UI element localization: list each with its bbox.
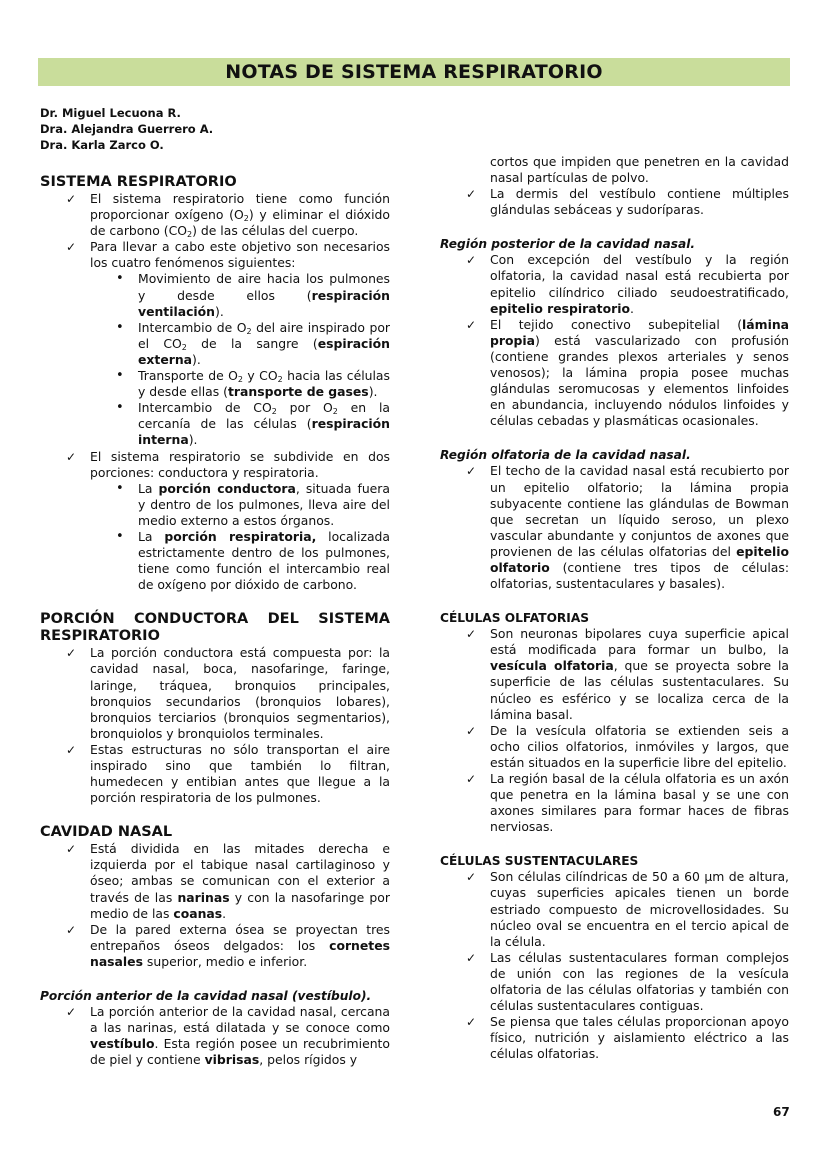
list-item: ✓ La porción anterior de la cavidad nasal, cercana a las narinas, está dilatada y se conoce como vestíbulo. Esta región posee un recubrimiento de piel y contiene vibrisas, pelos rígidos y xyxy=(90,1004,390,1068)
list-item: ✓ El tejido conectivo subepitelial (lámina propia) está vascularizado con profusión (contiene grandes plexos arteriales y senos venosos); la lámina propia posee muchas glándulas seromucosas y elementos linfoides en abundancia, incluyendo nódulos linfoides y células cebadas y plasmáticas ocasionales. xyxy=(490,317,789,430)
section-heading-celulas-olfatorias: CÉLULAS OLFATORIAS xyxy=(440,611,590,626)
list-item: ✓ Son células cilíndricas de 50 a 60 µm de altura, cuyas superficies apicales tienen un borde estriado compuesto de microvellosidades. Su núcleo oval se encuentra en el tercio apical de la célula. xyxy=(490,869,789,949)
phenomena-list xyxy=(90,271,390,448)
list-item: ✓ De la vesícula olfatoria se extienden seis a ocho cilios olfatorios, inmóviles y largos, que están situados en la superficie libre del epitelio. xyxy=(490,723,789,771)
posterior-list xyxy=(440,252,789,429)
author-3: Dra. Karla Zarco O. xyxy=(40,138,164,152)
olfatoria-list xyxy=(440,463,789,592)
section-heading-sistema: SISTEMA RESPIRATORIO xyxy=(40,174,237,190)
list-item: • La porción conductora, situada fuera y dentro de los pulmones, lleva aire del medio externo a estos órganos. xyxy=(138,481,390,529)
list-item: • Intercambio de $O_2$ del aire inspirado por el $CO_2$ de la sangre (espiración externa). xyxy=(138,320,390,368)
subheading-olfatoria: Región olfatoria de la cavidad nasal. xyxy=(440,448,691,463)
title-bar xyxy=(38,58,790,86)
continued-text: cortos que impiden que penetren en la cavidad nasal partículas de polvo. xyxy=(490,154,789,186)
list-item: ✓ La dermis del vestíbulo contiene múltiples glándulas sebáceas y sudoríparas. xyxy=(490,186,789,218)
list-item: • Transporte de $O_2$ y $CO_2$ hacia las células y desde ellas (transporte de gases). xyxy=(138,368,390,400)
author-1: Dr. Miguel Lecuona R. xyxy=(40,106,181,120)
list-item: ✓ El techo de la cavidad nasal está recubierto por un epitelio olfatorio; la lámina propia subyacente contiene las glándulas de Bowman que secretan un líquido seroso, un plexo vascular abundante y conjuntos de axones que provienen de las células olfatorias del epitelio olfatorio (contiene tres tipos de células: olfatorias, sustentaculares y basales). xyxy=(490,463,789,592)
list-item: ✓ Se piensa que tales células proporcionan apoyo físico, nutrición y aislamiento eléctrico a las células olfatorias. xyxy=(490,1014,789,1062)
list-item: ✓ Está dividida en las mitades derecha e izquierda por el tabique nasal cartilaginoso y óseo; ambas se comunican con el exterior a través de las narinas y con la nasofaringe por medio de las coanas. xyxy=(90,841,390,921)
sistema-list xyxy=(40,191,390,593)
porcion-list xyxy=(40,645,390,806)
right-column xyxy=(440,154,789,1063)
celulas-sustentaculares-list xyxy=(440,869,789,1062)
anterior-list-cont xyxy=(440,186,789,218)
list-item: • La porción respiratoria, localizada estrictamente dentro de los pulmones, tiene como función el intercambio real de oxígeno por dióxido de carbono. xyxy=(138,529,390,593)
section-heading-cavidad: CAVIDAD NASAL xyxy=(40,824,173,841)
subheading-anterior: Porción anterior de la cavidad nasal (vestíbulo). xyxy=(40,989,372,1004)
author-2: Dra. Alejandra Guerrero A. xyxy=(40,122,214,136)
list-item: ✓ Las células sustentaculares forman complejos de unión con las regiones de la vesícula olfatoria de las células olfatorias y también con células sustentaculares contiguas. xyxy=(490,950,789,1014)
section-heading-celulas-sustentaculares: CÉLULAS SUSTENTACULARES xyxy=(440,854,639,869)
cavidad-list xyxy=(40,841,390,970)
left-column xyxy=(40,174,390,1068)
list-item: ✓ Para llevar a cabo este objetivo son necesarios los cuatro fenómenos siguientes: • Movimiento de aire hacia los pulmones y desde ellos (respiración ventilación). • Intercambio de $O_2$ del aire inspirado por el $CO_2$ de la sangre (espiración externa). • Transporte de $O_2$ y $CO_2$ hacia las células y desde ellas (transporte de gases). • Intercambio de $CO_2$ por $O_2$ en la cercanía de las células (respiración interna). xyxy=(90,239,390,448)
authors xyxy=(40,105,213,153)
page-number: 67 xyxy=(773,1105,790,1119)
list-item: • Intercambio de $CO_2$ por $O_2$ en la cercanía de las células (respiración interna). xyxy=(138,400,390,448)
list-item: ✓ El sistema respiratorio tiene como función proporcionar oxígeno $(O_2)$ y eliminar el dióxido de carbono $(CO_2)$ de las células del cuerpo. xyxy=(90,191,390,239)
portions-list xyxy=(90,481,390,594)
subheading-posterior: Región posterior de la cavidad nasal. xyxy=(440,237,696,252)
list-item: ✓ De la pared externa ósea se proyectan tres entrepaños óseos delgados: los cornetes nasales superior, medio e inferior. xyxy=(90,922,390,970)
list-item: ✓ El sistema respiratorio se subdivide en dos porciones: conductora y respiratoria. • La porción conductora, situada fuera y dentro de los pulmones, lleva aire del medio externo a estos órganos. • La porción respiratoria, localizada estrictamente dentro de los pulmones, tiene como función el intercambio real de oxígeno por dióxido de carbono. xyxy=(90,449,390,594)
anterior-list xyxy=(40,1004,390,1068)
section-heading-porcion: PORCIÓN CONDUCTORA DEL SISTEMA RESPIRATORIO xyxy=(40,611,390,645)
list-item: • Movimiento de aire hacia los pulmones y desde ellos (respiración ventilación). xyxy=(138,271,390,319)
page-title: NOTAS DE SISTEMA RESPIRATORIO xyxy=(225,61,603,83)
celulas-olfatorias-list xyxy=(440,626,789,835)
list-item: ✓ Estas estructuras no sólo transportan el aire inspirado sino que también lo filtran, humedecen y entibian antes que llegue a la porción respiratoria de los pulmones. xyxy=(90,742,390,806)
list-item: ✓ Son neuronas bipolares cuya superficie apical está modificada para formar un bulbo, la vesícula olfatoria, que se proyecta sobre la superficie de las células sustentaculares. Su núcleo es esférico y se localiza cerca de la lámina basal. xyxy=(490,626,789,723)
list-item: ✓ La porción conductora está compuesta por: la cavidad nasal, boca, nasofaringe, faringe, laringe, tráquea, bronquios principales, bronquios secundarios (bronquios lobares), bronquios terciarios (bronquios segmentarios), bronquiolos y bronquiolos terminales. xyxy=(90,645,390,742)
list-item: ✓ Con excepción del vestíbulo y la región olfatoria, la cavidad nasal está recubierta por epitelio cilíndrico ciliado seudoestratificado, epitelio respiratorio. xyxy=(490,252,789,316)
list-item: ✓ La región basal de la célula olfatoria es un axón que penetra en la lámina basal y se une con axones similares para formar haces de fibras nerviosas. xyxy=(490,771,789,835)
